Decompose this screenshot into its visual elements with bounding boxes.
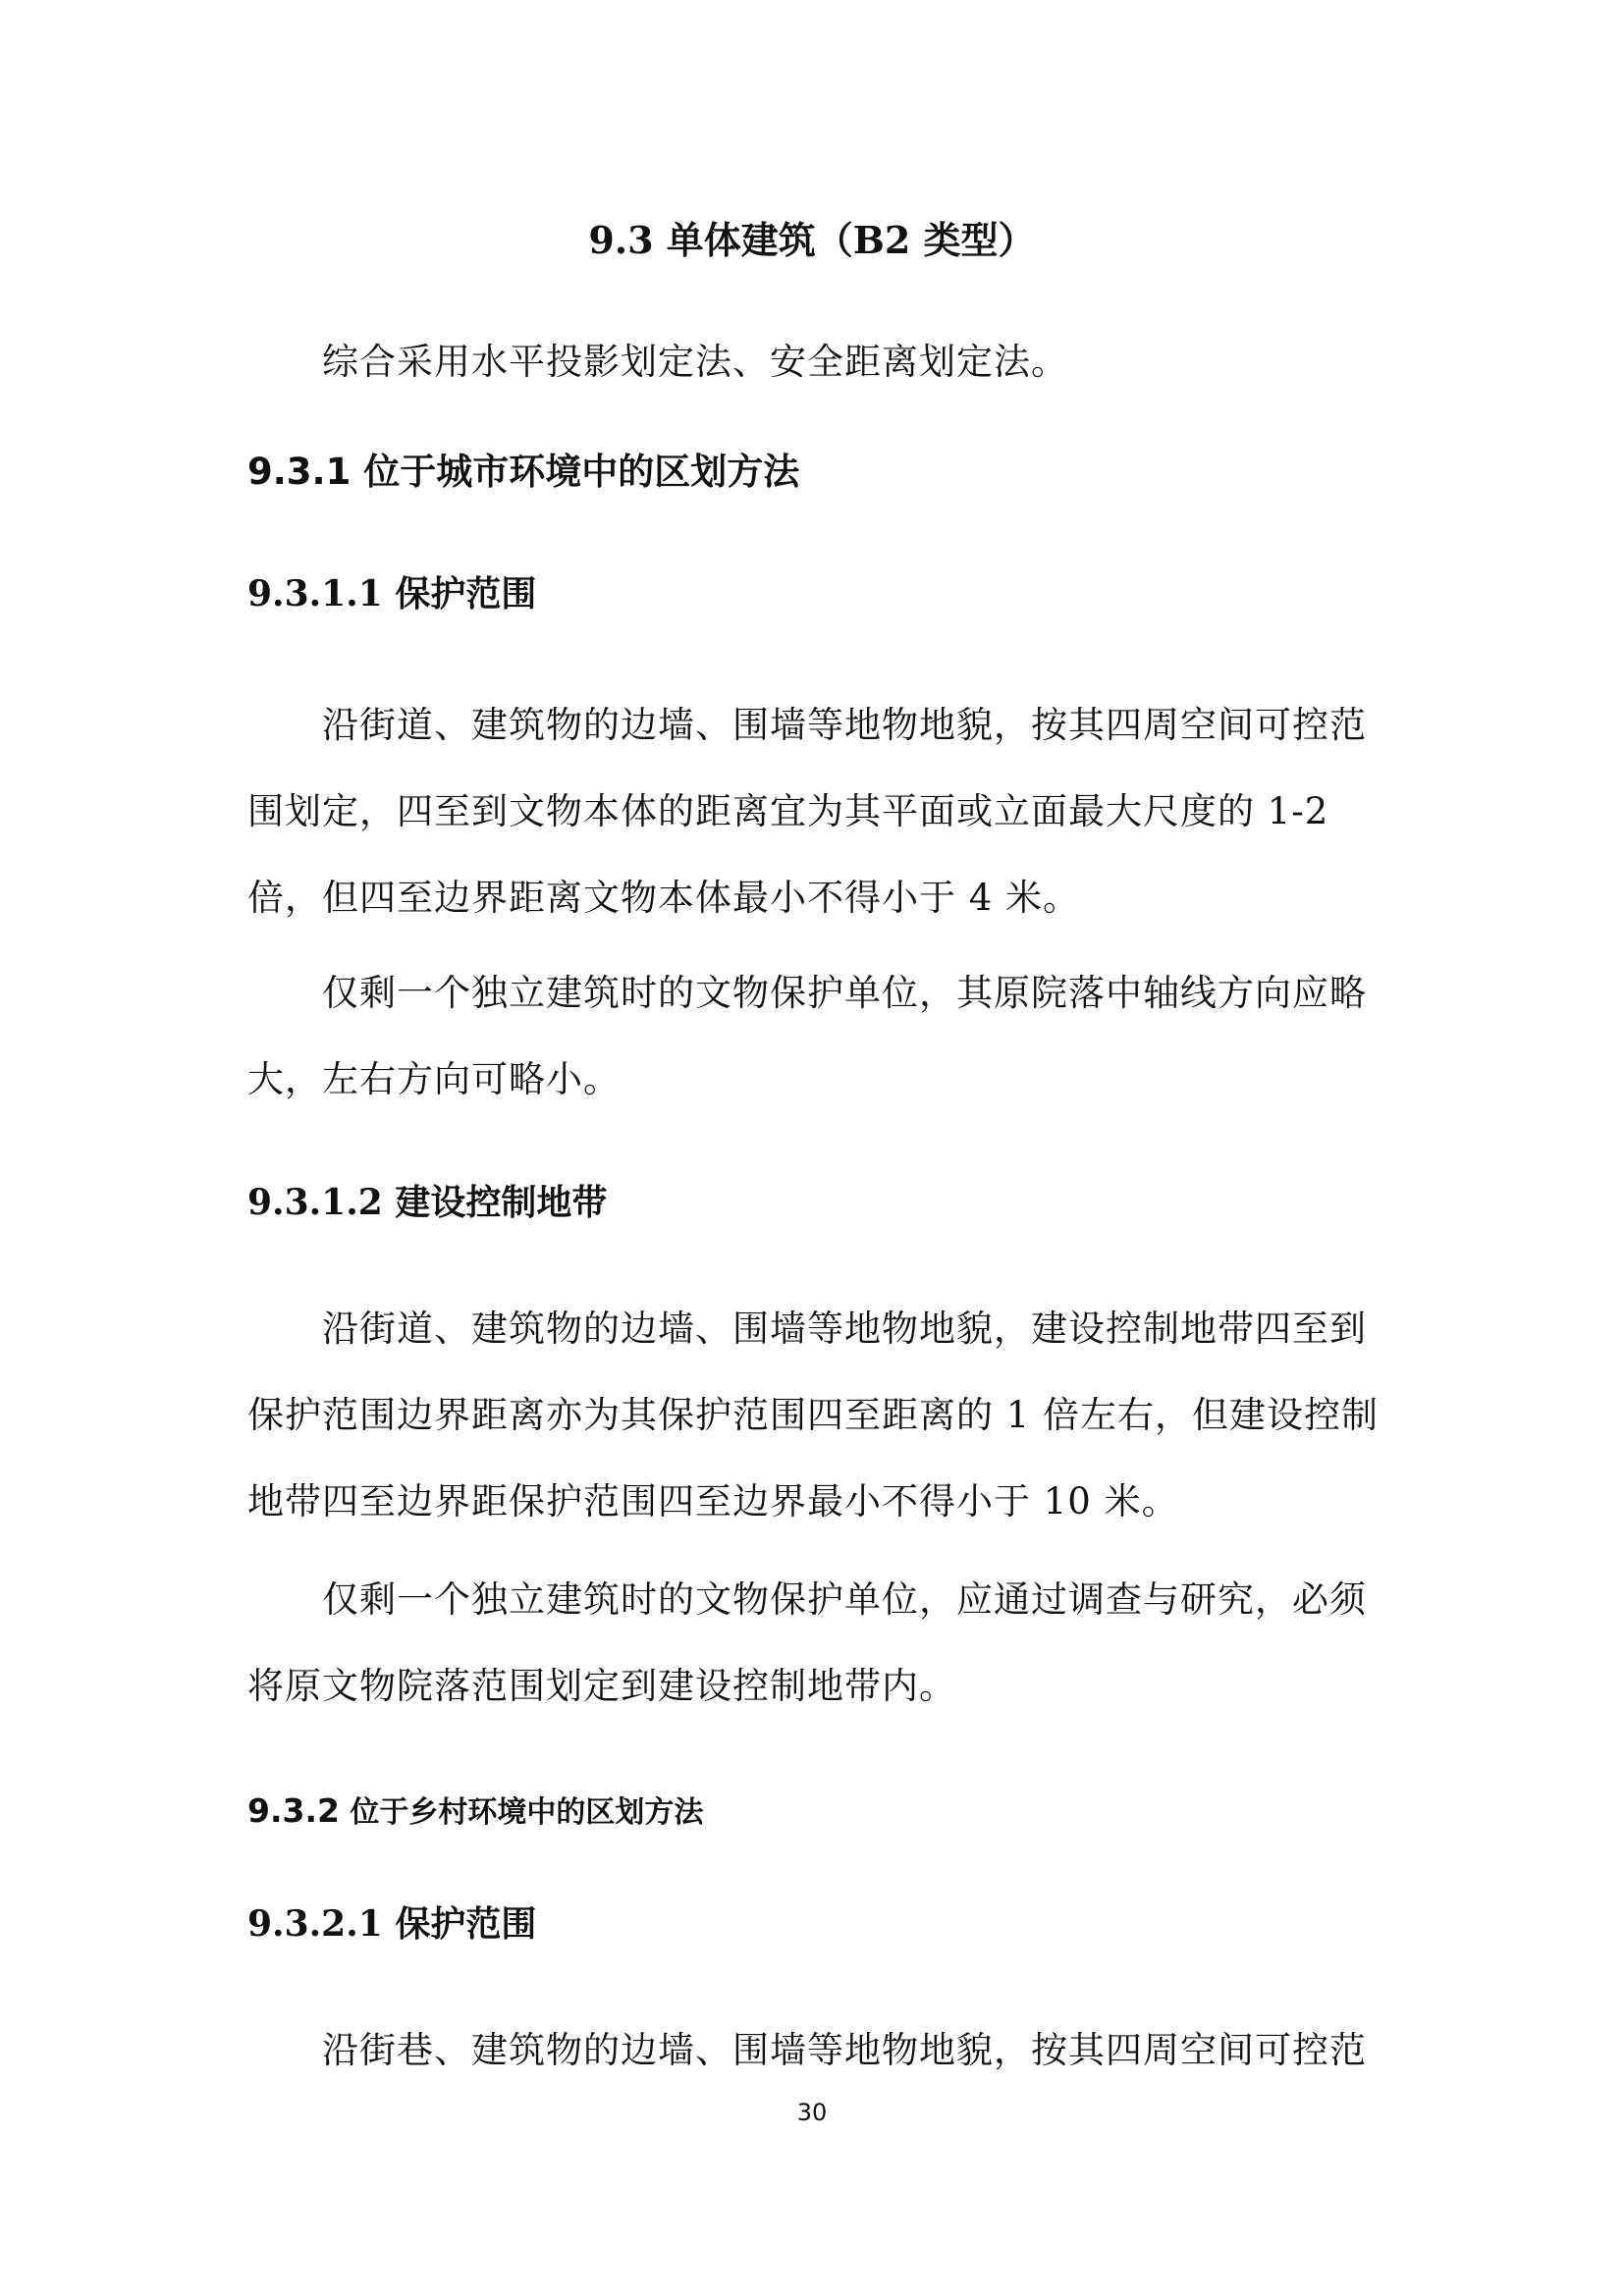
paragraph-single-building [247,950,1386,1123]
heading-9-3-2-1: 9.3.2.1 保护范围 [247,1903,537,1945]
paragraph-construction-control [247,1286,1386,1545]
heading-9-3-2 [247,1787,703,1838]
text-line: 沿街道、建筑物的边墙、围墙等地物地貌，建设控制地带四至到 [322,1308,1367,1350]
heading-9-3-1-2: 9.3.1.2 建设控制地带 [247,1182,608,1223]
heading-number: 9.3.2 [247,1791,340,1830]
text-line: 大，左右方向可略小。 [247,1058,621,1100]
paragraph-protection-scope [247,682,1386,941]
text-line: 沿街巷、建筑物的边墙、围墙等地物地貌，按其四周空间可控范 [322,2029,1367,2071]
text-line: 围划定，四至到文物本体的距离宜为其平面或立面最大尺度的 1-2 [247,790,1329,832]
heading-text: 位于城市环境中的区划方法 [363,450,800,493]
heading-number: 9.3.1 [247,451,352,493]
page-number: 30 [796,2099,828,2126]
section-title: 9.3 单体建筑（B2 类型） [588,218,1036,262]
text-line: 地带四至边界距保护范围四至边界最小不得小于 10 米。 [247,1480,1179,1522]
text-line: 综合采用水平投影划定法、安全距离划定法。 [322,341,1068,383]
paragraph-rural-protection-scope [247,2007,1386,2094]
text-line: 沿街道、建筑物的边墙、围墙等地物地貌，按其四周空间可控范 [322,704,1367,746]
text-line: 仅剩一个独立建筑时的文物保护单位，应通过调查与研究，必须 [322,1578,1367,1621]
intro-paragraph [247,319,1386,405]
paragraph-single-building-control [247,1557,1386,1730]
heading-9-3-1 [247,442,799,502]
text-line: 将原文物院落范围划定到建设控制地带内。 [247,1665,956,1707]
heading-text: 位于乡村环境中的区划方法 [350,1795,704,1830]
text-line: 倍，但四至边界距离文物本体最小不得小于 4 米。 [247,877,1081,919]
heading-9-3-1-1: 9.3.1.1 保护范围 [247,573,537,614]
text-line: 保护范围边界距离亦为其保护范围四至距离的 1 倍左右，但建设控制 [247,1394,1380,1436]
text-line: 仅剩一个独立建筑时的文物保护单位，其原院落中轴线方向应略 [322,972,1367,1014]
